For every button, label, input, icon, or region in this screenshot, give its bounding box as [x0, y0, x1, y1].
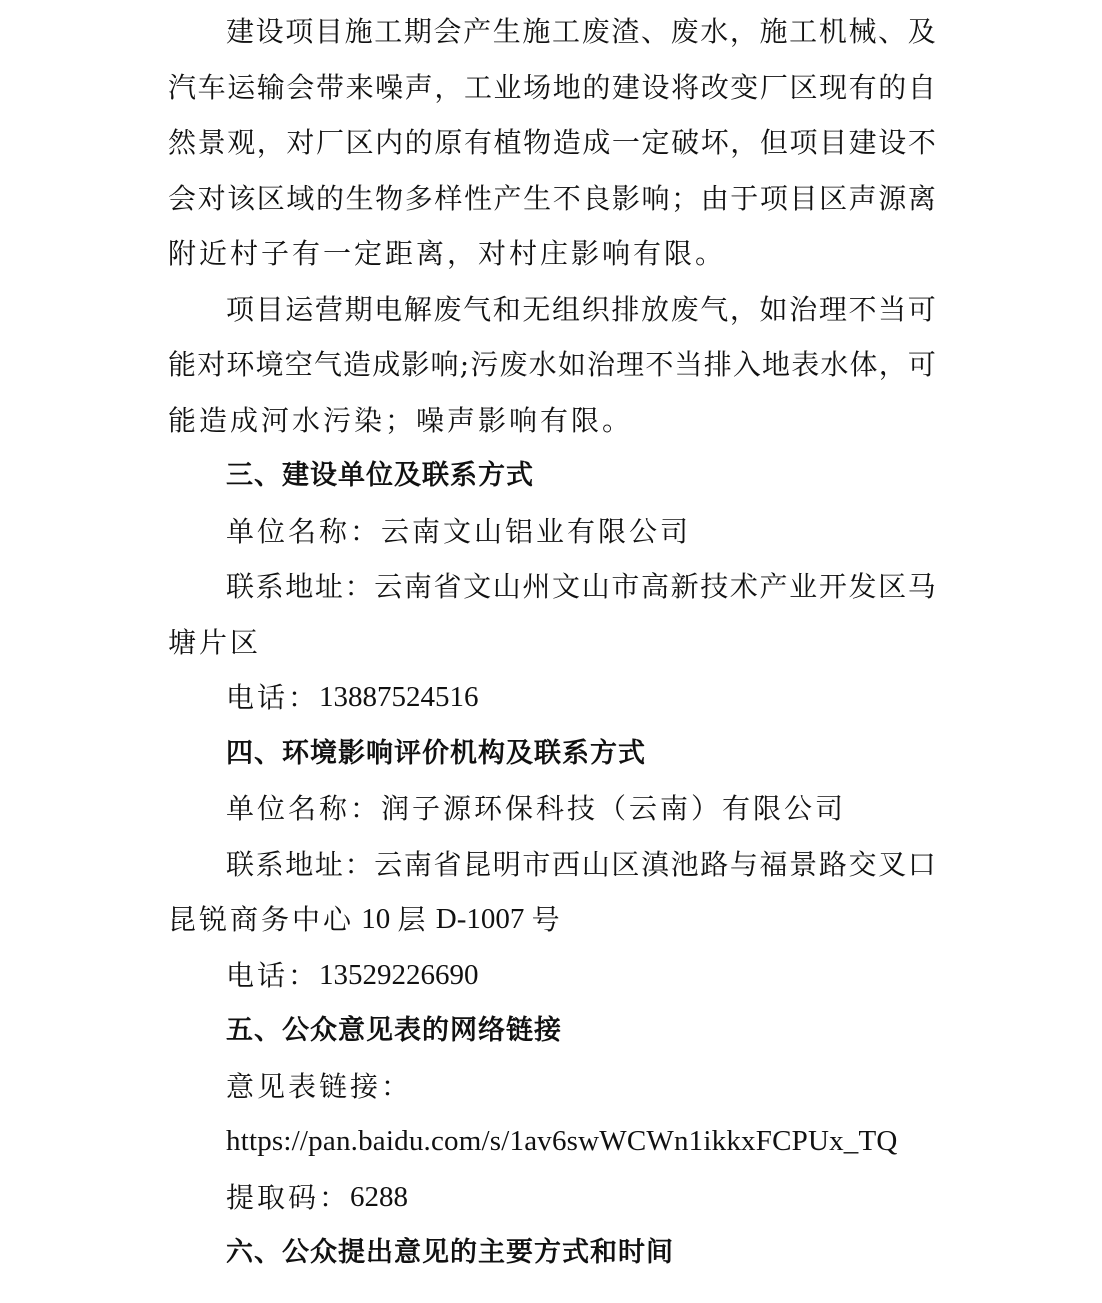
glyph: 期: [344, 292, 373, 326]
glyph: 山: [581, 570, 610, 603]
glyph: 汽: [168, 70, 197, 104]
paragraph-line: [168, 60, 936, 116]
glyph: 废: [433, 292, 462, 326]
glyph: 口: [907, 847, 936, 881]
section-heading: 六、公众提出意见的主要方式和时间: [226, 1237, 674, 1268]
glyph: 自: [907, 70, 936, 104]
glyph: 气: [463, 292, 492, 326]
glyph: 气: [700, 292, 729, 326]
glyph: ，: [256, 126, 285, 159]
phone-number: 13887524516: [319, 681, 479, 713]
glyph: 然: [168, 126, 197, 159]
glyph: 山: [492, 570, 521, 603]
section-heading: 四、环境影响评价机构及联系方式: [226, 737, 646, 769]
glyph: 云: [374, 570, 403, 603]
glyph: 路: [818, 847, 847, 881]
glyph: ；: [671, 181, 700, 215]
glyph: 交: [848, 847, 877, 881]
glyph: 市: [522, 847, 551, 881]
glyph: 良: [582, 181, 611, 215]
glyph: 一: [611, 126, 640, 159]
glyph: 的: [404, 126, 433, 159]
glyph: 叉: [878, 847, 907, 881]
glyph: 变: [730, 70, 759, 104]
glyph: 如: [759, 292, 788, 326]
section-heading: 五、公众意见表的网络链接: [226, 1015, 562, 1046]
glyph: 原: [434, 126, 463, 159]
glyph: 生: [523, 181, 552, 215]
glyph: 工: [552, 15, 581, 48]
glyph: 址: [314, 570, 343, 603]
paragraph-line: 附近村子有一定距离，对村庄影响有限。: [168, 237, 727, 270]
glyph: 改: [700, 70, 729, 104]
paragraph-line: [168, 171, 936, 227]
glyph: 有: [463, 126, 492, 159]
glyph: 景: [197, 126, 226, 159]
glyph: 目: [819, 126, 848, 159]
glyph: 联: [226, 570, 255, 603]
glyph: 施: [759, 15, 788, 48]
glyph: 物: [523, 126, 552, 159]
glyph: 市: [611, 570, 640, 603]
unit-name: 单位名称：润子源环保科技（云南）有限公司: [226, 792, 847, 825]
glyph: 影: [611, 181, 640, 215]
glyph: 运: [227, 70, 256, 104]
glyph: 建: [226, 15, 255, 48]
glyph: 文: [552, 570, 581, 603]
glyph: 期: [403, 15, 432, 48]
glyph: 渣: [611, 15, 640, 48]
glyph: 术: [729, 570, 758, 603]
glyph: 噪: [375, 70, 404, 104]
glyph: 现: [819, 70, 848, 104]
glyph: 理: [616, 348, 645, 381]
document-page: [168, 4, 936, 1281]
glyph: 建: [611, 70, 640, 104]
glyph: 水: [820, 348, 849, 381]
glyph: 废: [499, 348, 528, 381]
paragraph-line: [168, 337, 936, 393]
glyph: 成: [372, 348, 401, 381]
glyph: 及: [907, 15, 936, 48]
glyph: 运: [285, 292, 314, 326]
glyph: 产: [493, 181, 522, 215]
glyph: 营: [314, 292, 343, 326]
glyph: 可: [907, 348, 936, 381]
glyph: 当: [878, 292, 907, 326]
glyph: ，: [730, 126, 759, 159]
glyph: 多: [404, 181, 433, 215]
glyph: 定: [641, 126, 670, 159]
glyph: 体: [849, 348, 878, 381]
contact-address: [168, 559, 936, 615]
glyph: 植: [493, 126, 522, 159]
address-suffix: 号: [531, 903, 563, 936]
glyph: 废: [670, 292, 699, 326]
glyph: ：: [344, 570, 373, 603]
glyph: 明: [492, 847, 521, 881]
glyph: 区: [611, 847, 640, 881]
glyph: 境: [255, 348, 284, 381]
glyph: 南: [403, 847, 432, 881]
glyph: 可: [907, 292, 936, 326]
glyph: 观: [227, 126, 256, 159]
glyph: 文: [463, 570, 492, 603]
glyph: 区: [345, 126, 374, 159]
glyph: 如: [557, 348, 586, 381]
glyph: 厂: [759, 70, 788, 104]
glyph: 将: [671, 70, 700, 104]
glyph: ，: [878, 348, 907, 381]
glyph: 不: [645, 348, 674, 381]
glyph: 能: [168, 348, 197, 381]
glyph: 坏: [700, 126, 729, 159]
glyph: 云: [374, 847, 403, 881]
glyph: 设: [255, 15, 284, 48]
glyph: 施: [522, 15, 551, 48]
glyph: 环: [226, 348, 255, 381]
glyph: 马: [907, 570, 936, 603]
glyph: 不: [848, 292, 877, 326]
paragraph-line: [168, 115, 936, 171]
glyph: 会: [286, 70, 315, 104]
section-heading: 三、建设单位及联系方式: [226, 460, 534, 491]
glyph: 会: [433, 15, 462, 48]
address-prefix: 昆锐商务中心: [168, 903, 355, 936]
glyph: 池: [670, 847, 699, 881]
glyph: 地: [285, 847, 314, 881]
glyph: 的: [878, 70, 907, 104]
glyph: 项: [759, 181, 788, 215]
glyph: 设: [641, 70, 670, 104]
glyph: 治: [789, 292, 818, 326]
glyph: 景: [789, 847, 818, 881]
glyph: 不: [552, 181, 581, 215]
glyph: 开: [818, 570, 847, 603]
contact-address-continued: [168, 892, 936, 948]
glyph: 水: [528, 348, 557, 381]
contact-phone: [168, 670, 936, 726]
glyph: 技: [700, 570, 729, 603]
glyph: 工: [463, 70, 492, 104]
glyph: 项: [226, 292, 255, 326]
glyph: 的: [582, 70, 611, 104]
glyph: 来: [345, 70, 374, 104]
glyph: 会: [168, 181, 197, 215]
glyph: 样: [434, 181, 463, 215]
glyph: 当: [674, 348, 703, 381]
glyph: 发: [848, 570, 877, 603]
glyph: 高: [640, 570, 669, 603]
glyph: 内: [375, 126, 404, 159]
glyph: 建: [848, 126, 877, 159]
glyph: ，: [729, 15, 758, 48]
glyph: 产: [463, 15, 492, 48]
glyph: 破: [671, 126, 700, 159]
glyph: 放: [640, 292, 669, 326]
phone-number: 13529226690: [319, 958, 479, 991]
glyph: 与: [729, 847, 758, 881]
glyph: 气: [313, 348, 342, 381]
phone-label: 电话：: [226, 958, 320, 992]
glyph: 区: [878, 570, 907, 603]
glyph: 废: [581, 15, 610, 48]
glyph: ：: [344, 847, 373, 881]
glyph: 厂: [315, 126, 344, 159]
glyph: 生: [345, 181, 374, 215]
glyph: 排: [703, 348, 732, 381]
glyph: 不: [907, 126, 936, 159]
contact-address: [168, 837, 936, 893]
glyph: 地: [285, 570, 314, 603]
glyph: 电: [374, 292, 403, 326]
glyph: 产: [759, 570, 788, 603]
glyph: 项: [285, 15, 314, 48]
unit-name: 单位名称：云南文山铝业有限公司: [226, 514, 692, 548]
glyph: 声: [404, 70, 433, 104]
glyph: 地: [552, 70, 581, 104]
glyph: 、: [878, 15, 907, 48]
glyph: 的: [315, 181, 344, 215]
glyph: ，: [729, 292, 758, 326]
glyph: 场: [523, 70, 552, 104]
glyph: 响: [641, 181, 670, 215]
glyph: 、: [640, 15, 669, 48]
glyph: 新: [670, 570, 699, 603]
glyph: 目: [314, 15, 343, 48]
glyph: 影: [401, 348, 430, 381]
address-floor: 10: [354, 903, 398, 935]
code-label: 提取码：: [226, 1180, 351, 1214]
phone-label: 电话：: [226, 681, 320, 714]
glyph: 废: [670, 15, 699, 48]
glyph: 设: [878, 126, 907, 159]
glyph: 带: [315, 70, 344, 104]
paragraph-line: [168, 282, 936, 338]
glyph: ，: [434, 70, 463, 104]
glyph: 造: [552, 126, 581, 159]
glyph: 械: [848, 15, 877, 48]
glyph: 省: [433, 570, 462, 603]
feedback-form-link[interactable]: https://pan.baidu.com/s/1av6swWCWn1ikkxFCPUx_TQ: [226, 1125, 898, 1157]
glyph: 址: [314, 847, 343, 881]
glyph: 对: [286, 126, 315, 159]
glyph: 成: [582, 126, 611, 159]
glyph: 水: [700, 15, 729, 48]
paragraph-line: [168, 4, 936, 60]
glyph: 业: [493, 70, 522, 104]
glyph: 理: [818, 292, 847, 326]
extraction-code: [168, 1170, 936, 1226]
glyph: 系: [255, 847, 284, 881]
glyph: 系: [255, 570, 284, 603]
glyph: 无: [522, 292, 551, 326]
glyph: 造: [343, 348, 372, 381]
glyph: 路: [700, 847, 729, 881]
glyph: 福: [759, 847, 788, 881]
glyph: 州: [522, 570, 551, 603]
glyph: 排: [611, 292, 640, 326]
glyph: 组: [552, 292, 581, 326]
glyph: 区: [256, 181, 285, 215]
glyph: 响: [430, 348, 459, 381]
glyph: ;: [459, 348, 470, 381]
glyph: 离: [907, 181, 936, 215]
glyph: 山: [581, 847, 610, 881]
glyph: 源: [878, 181, 907, 215]
glyph: 织: [581, 292, 610, 326]
glyph: 治: [587, 348, 616, 381]
glyph: 地: [762, 348, 791, 381]
glyph: 区: [789, 70, 818, 104]
glyph: 生: [492, 15, 521, 48]
link-label: 意见表链接：: [226, 1069, 413, 1103]
contact-phone: [168, 948, 936, 1004]
glyph: 南: [403, 570, 432, 603]
glyph: 施: [344, 15, 373, 48]
glyph: 业: [789, 570, 818, 603]
glyph: 于: [730, 181, 759, 215]
glyph: 物: [375, 181, 404, 215]
glyph: 目: [255, 292, 284, 326]
glyph: 解: [403, 292, 432, 326]
glyph: 西: [552, 847, 581, 881]
paragraph-line: 能造成河水污染；噪声影响有限。: [168, 403, 634, 437]
glyph: 目: [789, 181, 818, 215]
address-mid: 层: [397, 903, 429, 936]
address-room: D-1007: [428, 903, 532, 935]
glyph: 空: [284, 348, 313, 381]
glyph: 对: [197, 348, 226, 381]
glyph: 工: [789, 15, 818, 48]
glyph: 省: [433, 847, 462, 881]
code-value: 6288: [350, 1180, 409, 1213]
glyph: 性: [463, 181, 492, 215]
glyph: 污: [470, 348, 499, 381]
glyph: 区: [819, 181, 848, 215]
glyph: 输: [256, 70, 285, 104]
glyph: 项: [789, 126, 818, 159]
glyph: 声: [848, 181, 877, 215]
glyph: 域: [286, 181, 315, 215]
glyph: 该: [227, 181, 256, 215]
glyph: 昆: [463, 847, 492, 881]
glyph: 入: [732, 348, 761, 381]
contact-address-continued: 塘片区: [168, 625, 262, 659]
glyph: 机: [818, 15, 847, 48]
glyph: 车: [197, 70, 226, 104]
glyph: 表: [791, 348, 820, 381]
glyph: 但: [759, 126, 788, 159]
glyph: 滇: [640, 847, 669, 881]
glyph: 工: [374, 15, 403, 48]
glyph: 有: [848, 70, 877, 104]
glyph: 联: [226, 847, 255, 881]
glyph: 由: [700, 181, 729, 215]
glyph: 对: [197, 181, 226, 215]
glyph: 和: [492, 292, 521, 326]
